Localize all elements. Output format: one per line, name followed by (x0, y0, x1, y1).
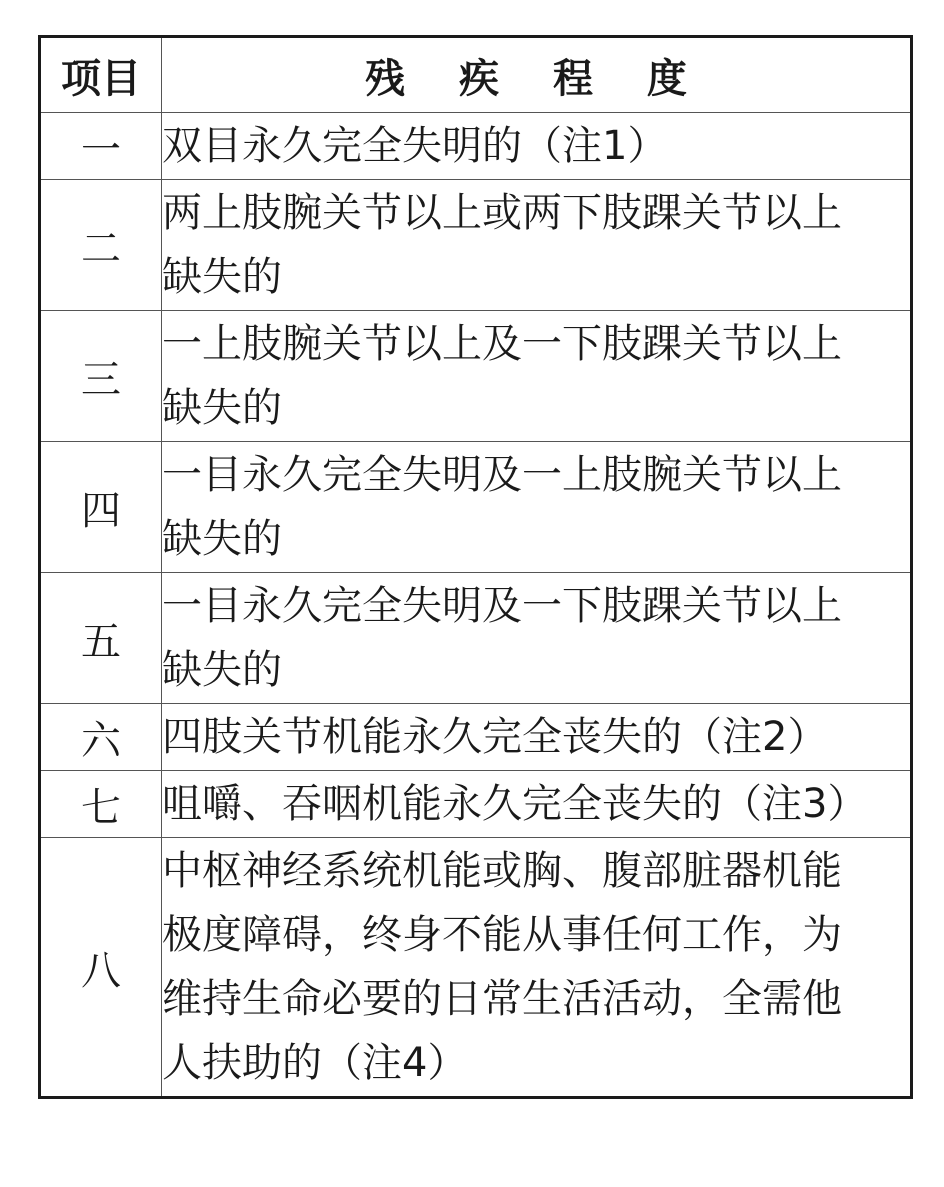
table-header-row (40, 37, 912, 113)
table-row (40, 311, 912, 442)
row-degree-description: 中枢神经系统机能或胸、腹部脏器机能 极度障碍，终身不能从事任何工作，为 维持生命必要的日常生活活动，全需他 人扶助的（注4） (162, 838, 912, 1098)
table-row (40, 704, 912, 771)
row-item-number: 一 (40, 113, 162, 180)
column-header-item: 项目 (40, 37, 162, 113)
row-degree-description: 双目永久完全失明的（注1） (162, 113, 912, 180)
row-degree-description: 一上肢腕关节以上及一下肢踝关节以上 缺失的 (162, 311, 912, 442)
table-row (40, 442, 912, 573)
row-degree-description: 两上肢腕关节以上或两下肢踝关节以上 缺失的 (162, 180, 912, 311)
row-degree-description: 一目永久完全失明及一下肢踝关节以上 缺失的 (162, 573, 912, 704)
column-header-degree: 残 疾 程 度 (162, 37, 912, 113)
row-degree-description: 咀嚼、吞咽机能永久完全丧失的（注3） (162, 771, 912, 838)
row-item-number: 七 (40, 771, 162, 838)
row-item-number: 六 (40, 704, 162, 771)
row-item-number: 四 (40, 442, 162, 573)
row-degree-description: 四肢关节机能永久完全丧失的（注2） (162, 704, 912, 771)
row-item-number: 八 (40, 838, 162, 1098)
table-row (40, 573, 912, 704)
row-degree-description: 一目永久完全失明及一上肢腕关节以上 缺失的 (162, 442, 912, 573)
table-row (40, 180, 912, 311)
row-item-number: 三 (40, 311, 162, 442)
table-row (40, 113, 912, 180)
row-item-number: 二 (40, 180, 162, 311)
table-row (40, 771, 912, 838)
table-row (40, 838, 912, 1098)
row-item-number: 五 (40, 573, 162, 704)
disability-degree-table (38, 35, 913, 1099)
